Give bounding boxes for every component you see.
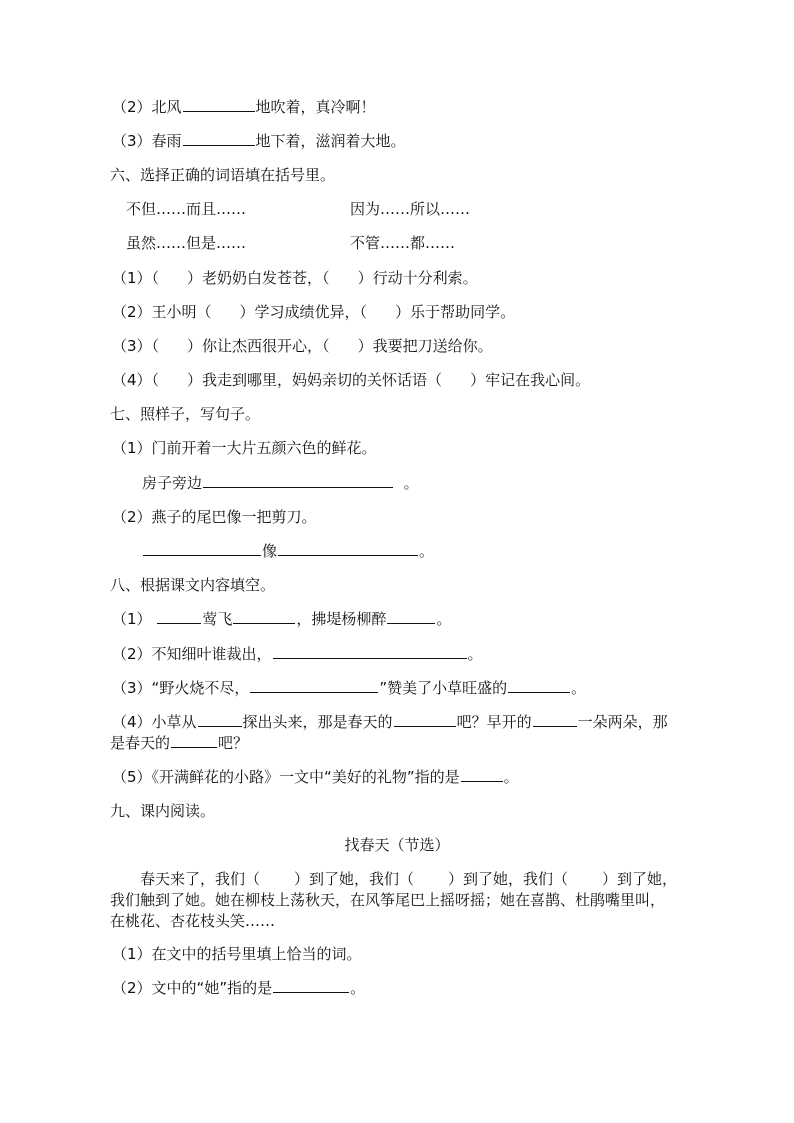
answer-blank[interactable] (387, 609, 435, 624)
s8-question-3: （3）“野火烧不尽， ”赞美了小草旺盛的 。 (112, 679, 587, 697)
s7-question-2: （2）燕子的尾巴像一把剪刀。 (112, 508, 317, 526)
s7-answer-2: 像 。 (142, 541, 434, 561)
s9-question-1: （1）在文中的括号里填上恰当的词。 (112, 945, 362, 963)
s6-question-2: （2）王小明（ ）学习成绩优异，（ ）乐于帮助同学。 (112, 303, 516, 321)
section-6-title: 六、选择正确的词语填在括号里。 (110, 166, 336, 184)
s7-answer-1: 房子旁边 。 (142, 474, 419, 492)
passage-line-1: 春天来了，我们（ ）到了她，我们（ ）到了她，我们（ ）到了她， (140, 870, 678, 888)
s8-question-5: （5）《开满鲜花的小路》一文中“美好的礼物”指的是 。 (112, 768, 519, 786)
answer-blank[interactable] (273, 644, 467, 659)
s5-question-2: （2）北风 地吹着，真冷啊！ (112, 98, 376, 116)
word-choice-2: 因为……所以…… (350, 200, 471, 218)
word-choice-1: 不但……而且…… (126, 200, 247, 218)
answer-blank[interactable] (143, 541, 261, 556)
passage-line-2: 我们触到了她。她在柳枝上荡秋天，在风筝尾巴上摇呀摇；她在喜鹊、杜鹃嘴里叫， (110, 891, 666, 909)
s8-question-1: （1） 莺飞 ，拂堤杨柳醉 。 (112, 610, 452, 628)
answer-blank[interactable] (250, 678, 378, 693)
answer-blank[interactable] (278, 541, 418, 556)
s8-question-2: （2）不知细叶谁裁出， 。 (112, 645, 483, 663)
s8-question-4-line-2: 是春天的 吧？ (110, 734, 249, 752)
answer-blank[interactable] (508, 678, 570, 693)
s9-question-2: （2）文中的“她”指的是 。 (112, 979, 366, 997)
answer-blank[interactable] (157, 609, 201, 624)
s8-question-4-line-1: （4）小草从 探出头来，那是春天的 吧？早开的 一朵两朵，那 (112, 713, 668, 731)
s5-question-3: （3）春雨 地下着，滋润着大地。 (112, 132, 406, 150)
answer-blank[interactable] (394, 712, 456, 727)
answer-blank[interactable] (183, 131, 255, 146)
s6-question-3: （3）（ ）你让杰西很开心，（ ）我要把刀送给你。 (112, 337, 493, 355)
s7-question-1: （1）门前开着一大片五颜六色的鲜花。 (112, 439, 377, 457)
word-choice-4: 不管……都…… (350, 234, 456, 252)
s6-question-4: （4）（ ）我走到哪里，妈妈亲切的关怀话语（ ）牢记在我心间。 (112, 371, 591, 389)
section-8-title: 八、根据课文内容填空。 (110, 576, 276, 594)
answer-blank[interactable] (273, 978, 349, 993)
section-7-title: 七、照样子，写句子。 (110, 405, 261, 423)
answer-blank[interactable] (533, 712, 577, 727)
passage-title: 找春天（节选） (344, 836, 450, 854)
s6-question-1: （1）（ ）老奶奶白发苍苍，（ ）行动十分利索。 (112, 269, 478, 287)
answer-blank[interactable] (198, 712, 242, 727)
answer-blank[interactable] (233, 609, 295, 624)
word-choice-3: 虽然……但是…… (126, 234, 247, 252)
section-9-title: 九、课内阅读。 (110, 802, 216, 820)
answer-blank[interactable] (461, 767, 503, 782)
answer-blank[interactable] (171, 733, 217, 748)
passage-line-3: 在桃花、杏花枝头笑…… (110, 912, 276, 930)
answer-blank[interactable] (203, 473, 393, 488)
answer-blank[interactable] (183, 97, 255, 112)
